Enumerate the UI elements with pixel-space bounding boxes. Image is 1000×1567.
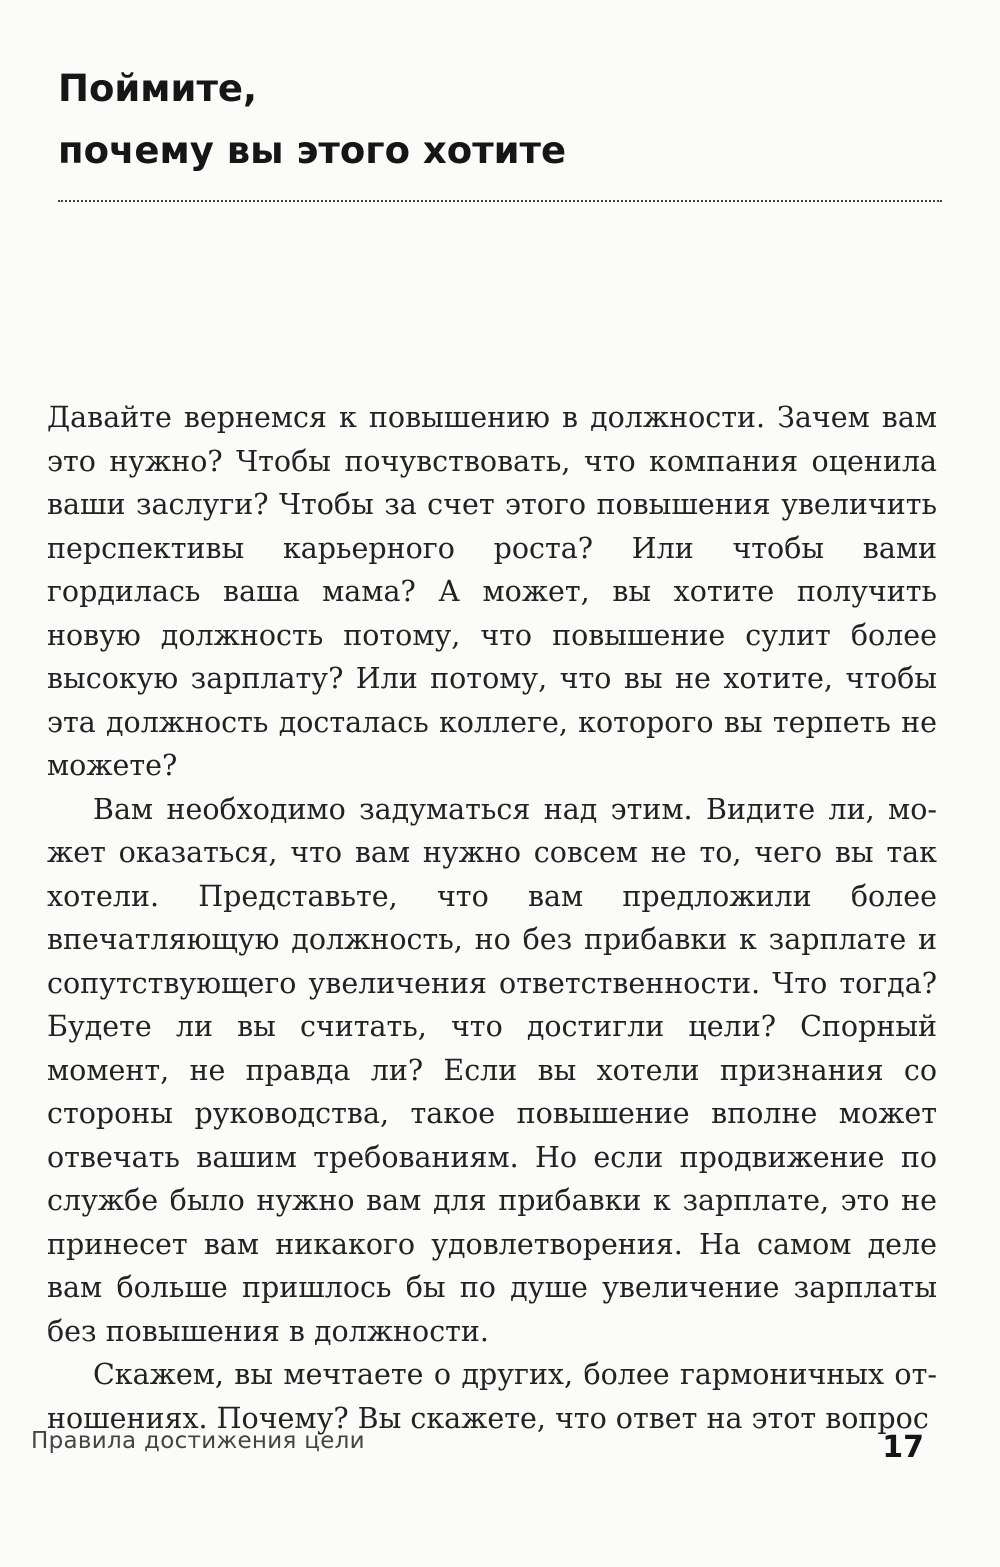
page-number: 17 bbox=[882, 1430, 924, 1465]
heading-line-1: Поймите, bbox=[58, 67, 258, 110]
running-footer-title: Правила достижения цели bbox=[31, 1428, 365, 1454]
dotted-divider bbox=[58, 200, 942, 202]
paragraph-1: Давайте вернемся к повышению в должности. Зачем вам это нужно? Чтобы почувствовать, что компания оценила ваши заслуги? Чтобы за счет этого повышения увеличить перспективы карьерного роста? Или чтобы вами гордилась ваша мама? А может, вы хотите получить новую должность потому, что повышение сулит более высокую зарплату? Или потому, что вы не хотите, чтобы эта должность досталась коллеге, которого вы терпеть не можете? bbox=[47, 401, 937, 782]
paragraph-3: Скажем, вы мечтаете о других, более гармоничных отношениях. Почему? Вы скажете, что ответ на этот вопрос bbox=[47, 1358, 937, 1435]
section-heading bbox=[58, 58, 938, 182]
paragraph-2: Вам необходимо задуматься над этим. Видите ли, может оказаться, что вам нужно совсем не то, чего вы так хотели. Представьте, что вам предложили более впечатляющую должность, но без прибавки к зарплате и сопутствующего увеличения ответственности. Что тогда? Будете ли вы считать, что достигли цели? Спорный момент, не правда ли? Если вы хотели признания со стороны руководства, такое повышение вполне может отвечать вашим требованиям. Но если продвижение по службе было нужно вам для прибавки к зарплате, это не принесет вам никакого удовлетворения. На самом деле вам больше пришлось бы по душе увеличение зарплаты без повышения в должности. bbox=[47, 792, 937, 1348]
heading-line-2: почему вы этого хотите bbox=[58, 129, 567, 172]
body-text bbox=[47, 396, 937, 1440]
